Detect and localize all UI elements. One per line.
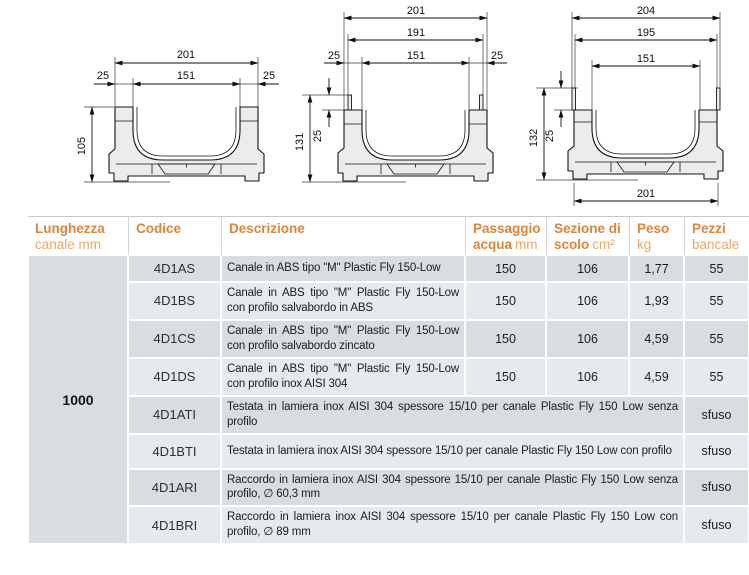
header-row bbox=[28, 216, 749, 255]
value-cell: sfuso bbox=[684, 396, 749, 434]
dim-label: 131 bbox=[294, 132, 306, 152]
dim-label: 25 bbox=[312, 129, 324, 143]
value-cell: 1,77 bbox=[629, 255, 684, 282]
dim-inner-width-row bbox=[94, 70, 279, 107]
description-cell: Raccordo in lamiera inox AISI 304 spessore 15/10 per canale Plastic Fly 150 Low con profilo, ∅ 89 mm bbox=[221, 506, 684, 544]
technical-drawings bbox=[0, 0, 749, 216]
description-cell: Testata in lamiera inox AISI 304 spessore 15/10 per canale Plastic Fly 150 Low con profilo bbox=[221, 434, 684, 469]
value-cell: 55 bbox=[684, 282, 749, 320]
value-cell: 106 bbox=[546, 282, 629, 320]
value-cell: 150 bbox=[465, 282, 546, 320]
description-cell: Canale in ABS tipo "M" Plastic Fly 150-Low con profilo inox AISI 304 bbox=[221, 358, 465, 396]
value-cell: sfuso bbox=[684, 506, 749, 544]
dim-label: 151 bbox=[176, 70, 196, 82]
header-strong: Passaggio bbox=[473, 221, 541, 236]
channel-body bbox=[109, 107, 264, 181]
header-light: cm² bbox=[592, 237, 615, 253]
col-header-peso bbox=[629, 216, 684, 255]
description-cell: Canale in ABS tipo "M" Plastic Fly 150-Low bbox=[221, 255, 465, 282]
value-cell: 55 bbox=[684, 255, 749, 282]
value-cell: sfuso bbox=[684, 434, 749, 469]
value-cell: 55 bbox=[684, 320, 749, 358]
table-row bbox=[28, 255, 749, 282]
code-cell: 4D1BTI bbox=[128, 434, 221, 469]
col-header-sezione-scolo bbox=[546, 216, 629, 255]
value-cell: 55 bbox=[684, 358, 749, 396]
dim-label: 195 bbox=[636, 27, 656, 39]
table-row bbox=[28, 320, 749, 358]
dim-label: 105 bbox=[76, 136, 88, 156]
dim-label: 201 bbox=[176, 49, 196, 61]
code-cell: 4D1BS bbox=[128, 282, 221, 320]
col-header-codice bbox=[128, 216, 221, 255]
header-strong: Lunghezza bbox=[35, 221, 105, 236]
header-light: kg bbox=[637, 237, 652, 253]
dim-profile-height bbox=[312, 78, 348, 142]
value-cell: 1,93 bbox=[629, 282, 684, 320]
dim-label: 25 bbox=[490, 50, 504, 62]
header-light: mm bbox=[515, 237, 538, 253]
description-cell: Raccordo in lamiera inox AISI 304 spessore 15/10 per canale Plastic Fly 150 Low senza profilo, ∅ 60,3 mm bbox=[221, 469, 684, 507]
value-cell: 150 bbox=[465, 320, 546, 358]
dim-label: 151 bbox=[406, 50, 426, 62]
cross-section-drawing-metal-profile bbox=[528, 2, 749, 214]
value-cell: 4,59 bbox=[629, 320, 684, 358]
header-strong: acqua bbox=[473, 237, 513, 253]
dim-label: 132 bbox=[528, 128, 540, 148]
channel-body bbox=[338, 95, 493, 181]
table-row bbox=[28, 358, 749, 396]
dim-outer-width bbox=[572, 5, 720, 88]
header-light: bancale bbox=[692, 237, 740, 253]
col-header-pezzi bbox=[684, 216, 749, 255]
description-cell: Testata in lamiera inox AISI 304 spessore 15/10 per canale Plastic Fly 150 Low senza profilo bbox=[221, 396, 684, 434]
description-cell: Canale in ABS tipo "M" Plastic Fly 150-Low con profilo salvabordo in ABS bbox=[221, 282, 465, 320]
value-cell: 4,59 bbox=[629, 358, 684, 396]
dim-label: 204 bbox=[636, 5, 656, 17]
header-strong: scolo bbox=[554, 237, 590, 253]
table-row bbox=[28, 282, 749, 320]
dim-label: 25 bbox=[327, 50, 341, 62]
table-row bbox=[28, 434, 749, 469]
code-cell: 4D1CS bbox=[128, 320, 221, 358]
header-strong: Sezione di bbox=[554, 221, 621, 236]
code-cell: 4D1ARI bbox=[128, 469, 221, 507]
table-row bbox=[28, 396, 749, 434]
cross-section-drawing-low bbox=[70, 8, 285, 210]
dim-label: 25 bbox=[262, 70, 276, 82]
dim-label: 201 bbox=[636, 188, 656, 200]
product-table bbox=[28, 216, 749, 544]
cross-section-drawing-abs-profile bbox=[296, 2, 526, 210]
table-row bbox=[28, 506, 749, 544]
table-row bbox=[28, 469, 749, 507]
dim-inner-width bbox=[592, 53, 700, 110]
value-cell: 106 bbox=[546, 358, 629, 396]
value-cell: 106 bbox=[546, 320, 629, 358]
col-header-lunghezza bbox=[28, 216, 128, 255]
dim-label: 201 bbox=[406, 5, 426, 17]
header-strong: Peso bbox=[637, 221, 670, 236]
col-header-passaggio-acqua bbox=[465, 216, 546, 255]
code-cell: 4D1BRI bbox=[128, 506, 221, 544]
dim-label: 151 bbox=[636, 53, 656, 65]
value-cell: 150 bbox=[465, 358, 546, 396]
header-strong: Descrizione bbox=[229, 221, 305, 236]
description-cell: Canale in ABS tipo "M" Plastic Fly 150-Low con profilo salvabordo zincato bbox=[221, 320, 465, 358]
dim-label: 25 bbox=[544, 129, 556, 143]
value-cell: 150 bbox=[465, 255, 546, 282]
lunghezza-cell: 1000 bbox=[28, 255, 128, 544]
code-cell: 4D1AS bbox=[128, 255, 221, 282]
value-cell: 106 bbox=[546, 255, 629, 282]
col-header-descrizione bbox=[221, 216, 465, 255]
header-strong: Pezzi bbox=[692, 221, 726, 236]
dim-label: 25 bbox=[96, 70, 110, 82]
code-cell: 4D1DS bbox=[128, 358, 221, 396]
code-cell: 4D1ATI bbox=[128, 396, 221, 434]
value-cell: sfuso bbox=[684, 469, 749, 507]
header-light: canale mm bbox=[35, 237, 102, 253]
dim-base-width bbox=[574, 183, 718, 206]
dim-label: 191 bbox=[406, 27, 426, 39]
header-strong: Codice bbox=[136, 221, 182, 236]
